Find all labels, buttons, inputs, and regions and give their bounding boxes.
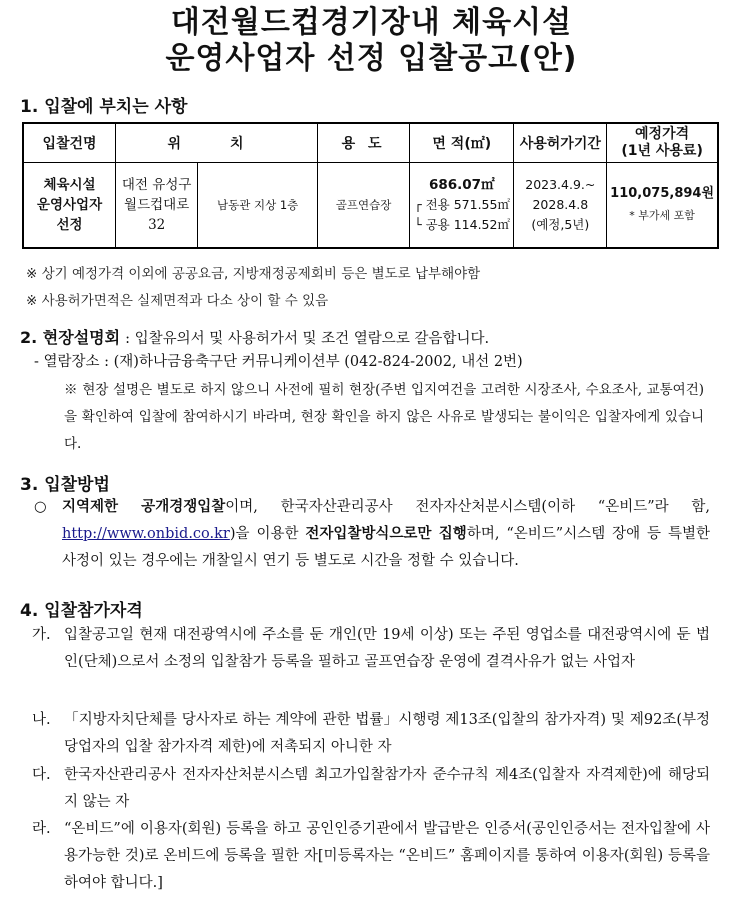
section2-note-text: ※ 현장 설명은 별도로 하지 않으니 사전에 필히 현장(주변 입지여건을 고려한 시장조사, 수요조사, 교통여건)을 확인하여 입찰에 참여하시기 바라며, 현장 확인을 하지 않은 사유로 발생되는 불이익은 입찰자에게 있습니다. [64, 382, 704, 452]
item-mark: 다. [32, 767, 51, 783]
cell-period-l1: 2023.4.9.~ [525, 177, 596, 192]
header-use: 용 도 [318, 123, 410, 163]
header-price [607, 123, 718, 163]
section2-heading: 2. 현장설명회 [20, 328, 121, 347]
section4-heading: 4. 입찰참가자격 [20, 601, 143, 621]
qualification-item-1 [32, 622, 710, 676]
section3-text3: 하며, “온비드”시스템 장애 등 특별한 사정이 있는 경우에는 개찰일시 연기 등 별도로 시간을 정할 수 있습니다. [62, 526, 711, 569]
cell-period-l3: (예정,5년) [531, 217, 590, 232]
item-text: “온비드”에 이용자(회원) 등록을 하고 공인인증기관에서 발급받은 인증서(공인인증서는 전자입찰에 사용가능한 것)로 온비드에 등록을 필한 자[미등록자는 “온비드” 홈페이지를 통하여 이용자(회원) 등록을 하여야 합니다.] [64, 821, 710, 891]
item-text: 한국자산관리공사 전자자산처분시스템 최고가입찰참가자 준수규칙 제4조(입찰자 자격제한)에 해당되지 않는 자 [64, 767, 710, 810]
item-mark: 가. [32, 627, 51, 643]
section3-text1: 이며, 한국자산관리공사 전자자산처분시스템(이하 “온비드”라 함, [225, 499, 710, 515]
cell-address-l2: 월드컵대로 [124, 197, 190, 213]
cell-name [23, 163, 116, 249]
item-text: 「지방자치단체를 당사자로 하는 계약에 관한 법률」시행령 제13조(입찰의 참가자격) 및 제92조(부정당업자의 입찰 참가자격 제한)에 저촉되지 아니한 자 [64, 712, 710, 755]
header-area: 면 적(㎡) [410, 123, 514, 163]
section2-note [42, 377, 704, 458]
item-mark: 나. [32, 712, 51, 728]
header-name: 입찰건명 [23, 123, 116, 163]
document-title-line2: 운영사업자 선정 입찰공고(안) [165, 41, 578, 76]
section2-heading-row [20, 325, 489, 348]
cell-use: 골프연습장 [318, 163, 410, 249]
cell-period [514, 163, 607, 249]
section3-heading: 3. 입찰방법 [20, 475, 110, 495]
cell-period-l2: 2028.4.8 [532, 197, 589, 212]
section3-bold1: 지역제한 공개경쟁입찰 [62, 499, 226, 515]
onbid-link[interactable]: http://www.onbid.co.kr [62, 526, 230, 542]
cell-name-l3: 선정 [56, 217, 83, 233]
bid-table-header-row [23, 123, 718, 163]
section1-note-1: ※ 상기 예정가격 이외에 공공요금, 지방재정공제회비 등은 별도로 납부해야함 [26, 266, 481, 282]
cell-address-l1: 대전 유성구 [121, 177, 192, 193]
header-price-sub: (1년 사용료) [621, 143, 703, 159]
cell-name-l1: 체육시설 [43, 177, 96, 193]
section1-heading: 1. 입찰에 부치는 사항 [20, 97, 188, 117]
header-location: 위 치 [116, 123, 318, 163]
item-mark: 라. [32, 821, 51, 837]
section2-place: - 열람장소 : (재)하나금융축구단 커뮤니케이션부 (042-824-2002, 내선 2번) [34, 354, 523, 370]
header-price-label: 예정가격 [635, 126, 690, 142]
bid-table-row [23, 163, 718, 249]
cell-address-l3: 32 [148, 217, 166, 233]
document-title-line1: 대전월드컵경기장내 체육시설 [170, 5, 573, 40]
section2-heading-tail: : 입찰유의서 및 사용허가서 및 조건 열람으로 갈음합니다. [125, 331, 490, 347]
section3-body [34, 494, 710, 575]
cell-area-private: ┌ 전용 571.55㎡ [414, 197, 510, 212]
cell-area-total: 686.07㎡ [428, 177, 495, 193]
section3-bullet: ○ [34, 499, 47, 515]
section3-text2: )을 이용한 [229, 526, 306, 542]
qualification-item-4 [32, 816, 710, 897]
header-period: 사용허가기간 [514, 123, 607, 163]
qualification-item-3 [32, 762, 710, 816]
cell-address [116, 163, 198, 249]
qualification-item-2 [32, 707, 710, 761]
cell-area [410, 163, 514, 249]
cell-area-common: └ 공용 114.52㎡ [414, 217, 510, 232]
cell-floor: 남동관 지상 1층 [198, 163, 318, 249]
section1-note-2: ※ 사용허가면적은 실제면적과 다소 상이 할 수 있음 [26, 293, 329, 309]
item-text: 입찰공고일 현재 대전광역시에 주소를 둔 개인(만 19세 이상) 또는 주된 영업소를 대전광역시에 둔 법인(단체)으로서 소정의 입찰참가 등록을 필하고 골프연습장 운영에 결격사유가 없는 사업자 [64, 627, 710, 670]
cell-price-value: 110,075,894원 [610, 186, 715, 201]
cell-price [607, 163, 718, 249]
cell-price-note: * 부가세 포함 [629, 209, 695, 222]
bid-table [22, 122, 719, 249]
cell-name-l2: 운영사업자 [36, 197, 103, 213]
section3-bold2: 전자입찰방식으로만 집행 [305, 526, 467, 542]
